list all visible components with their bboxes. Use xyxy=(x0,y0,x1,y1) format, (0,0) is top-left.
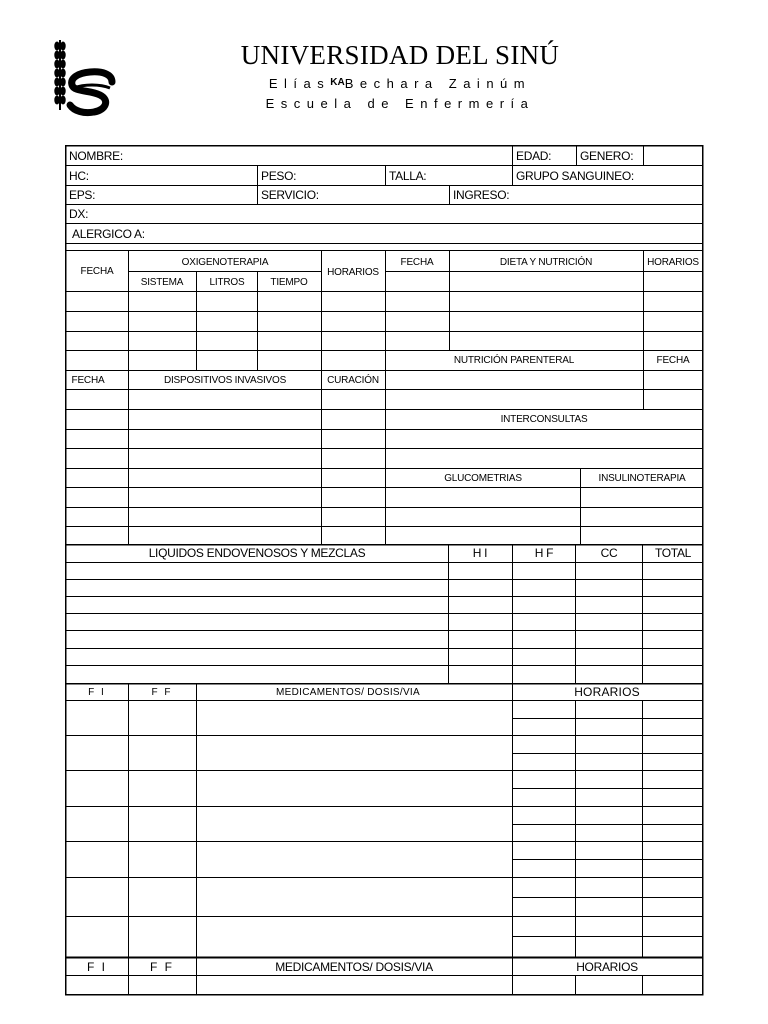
oxigenoterapia-header: OXIGENOTERAPIA xyxy=(181,257,269,268)
insulinoterapia-header: INSULINOTERAPIA xyxy=(598,473,686,484)
med2-horarios-header: HORARIOS xyxy=(576,960,638,974)
med-ff-header: F F xyxy=(151,687,173,698)
talla-label: TALLA: xyxy=(389,169,427,183)
liquidos-header: LIQUIDOS ENDOVENOSOS Y MEZCLAS xyxy=(148,546,366,560)
med2-ff-header: F F xyxy=(150,960,174,974)
hc-label: HC: xyxy=(69,169,89,183)
interconsultas-header: INTERCONSULTAS xyxy=(500,414,588,425)
university-title: UNIVERSIDAD DEL SINÚ xyxy=(240,40,560,70)
oxi-fecha-header: FECHA xyxy=(80,266,114,277)
med-fi-header: F I xyxy=(88,687,106,698)
hf-header: H F xyxy=(534,546,554,560)
alergico-label: ALERGICO A: xyxy=(72,227,145,241)
nutricion-parenteral-header: NUTRICIÓN PARENTERAL xyxy=(453,355,575,366)
hi-header: H I xyxy=(472,546,488,560)
nombre-label: NOMBRE: xyxy=(69,149,123,163)
dieta-header: DIETA Y NUTRICIÓN xyxy=(499,257,593,268)
peso-label: PESO: xyxy=(261,169,297,183)
ingreso-label: INGRESO: xyxy=(453,188,510,202)
genero-label: GENERO: xyxy=(580,149,634,163)
curacion-header: CURACIÓN xyxy=(327,375,379,386)
dieta-horarios-header: HORARIOS xyxy=(647,257,699,268)
sistema-header: SISTEMA xyxy=(140,277,184,288)
tiempo-header: TIEMPO xyxy=(270,277,308,288)
dx-label: DX: xyxy=(69,207,89,221)
medicamentos-header: MEDICAMENTOS/ DOSIS/VIA xyxy=(276,687,420,698)
parenteral-fecha-header: FECHA xyxy=(656,355,690,366)
litros-header: LITROS xyxy=(209,277,245,288)
med2-fi-header: F I xyxy=(87,960,107,974)
edad-label: EDAD: xyxy=(516,149,552,163)
school-name: Escuela de Enfermería xyxy=(265,96,535,111)
oxi-horarios-header: HORARIOS xyxy=(327,267,379,278)
grupo-sanguineo-label: GRUPO SANGUINEO: xyxy=(516,169,634,183)
eps-label: EPS: xyxy=(69,188,96,202)
dieta-fecha-header: FECHA xyxy=(400,257,434,268)
founder-name: Elías$^{KA}$Bechara Zainúm xyxy=(268,76,532,91)
medicamentos2-header: MEDICAMENTOS/ DOSIS/VIA xyxy=(275,960,433,974)
dispositivos-header: DISPOSITIVOS INVASIVOS xyxy=(163,375,287,386)
glucometrias-header: GLUCOMETRIAS xyxy=(444,473,522,484)
med-horarios-header: HORARIOS xyxy=(574,685,640,699)
dispositivos-fecha-header: FECHA xyxy=(71,375,105,386)
servicio-label: SERVICIO: xyxy=(261,188,319,202)
cc-header: CC xyxy=(600,546,618,560)
total-header: TOTAL xyxy=(654,546,692,560)
